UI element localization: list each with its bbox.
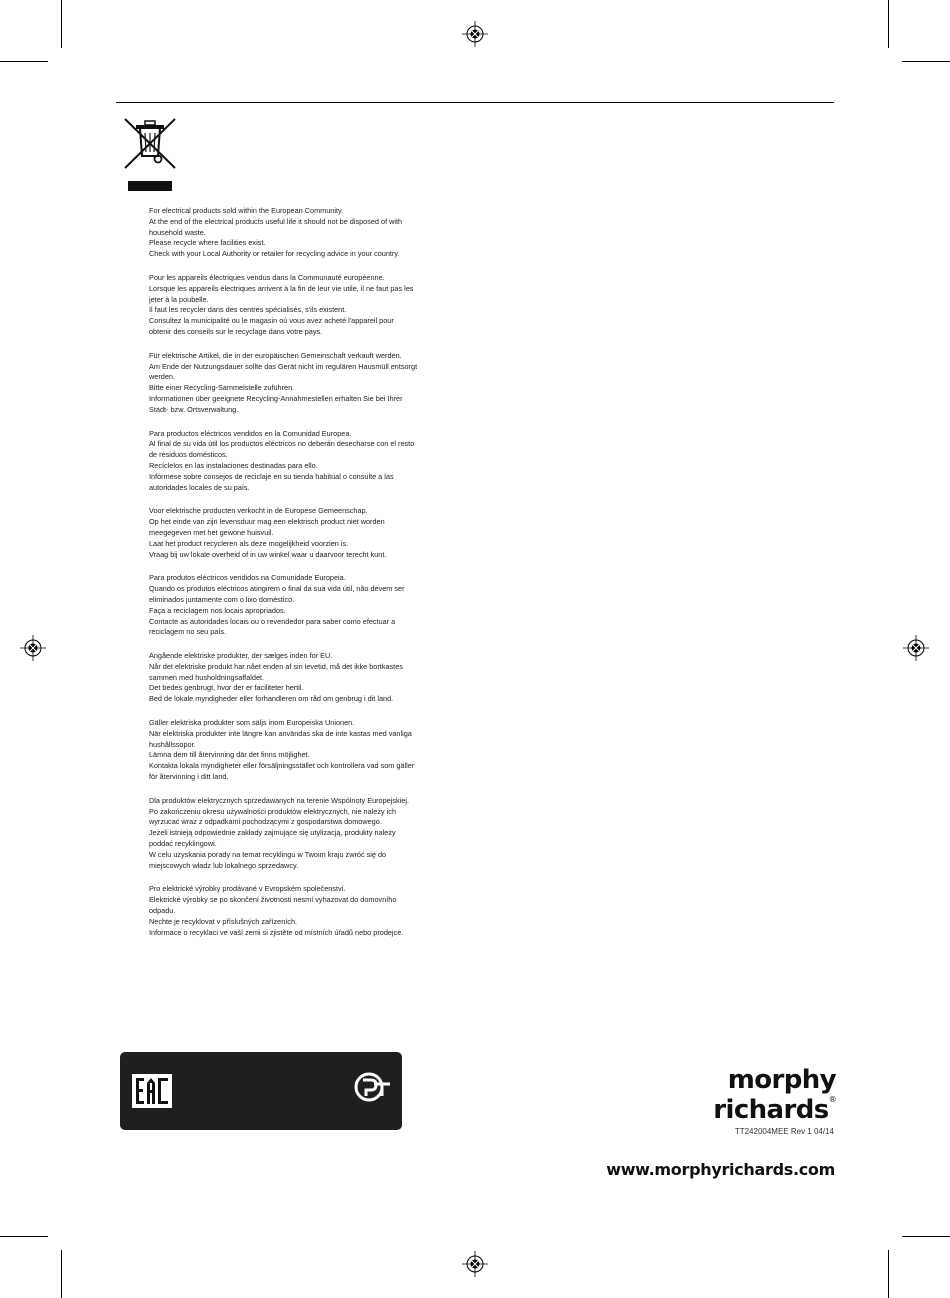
paragraph-line: Para produtos eléctricos vendidos na Comunidade Europeia. xyxy=(149,573,346,583)
recycling-paragraph-pl xyxy=(149,796,449,872)
paragraph-line: For electrical products sold within the European Community. xyxy=(149,206,344,215)
paragraph-line: Det bedes genbrugt, hvor der er faciliteter hertil. xyxy=(149,683,304,693)
paragraph-line: Når det elektriske produkt har nået enden af sin levetid, må det ikke bortkastes xyxy=(149,661,403,671)
crop-mark xyxy=(902,1236,950,1237)
crop-mark xyxy=(61,1250,62,1298)
paragraph-line: meegegeven met het gewone huisvuil. xyxy=(149,527,274,537)
paragraph-line: poddać recyklingowi. xyxy=(149,839,217,849)
paragraph-line: Contacte as autoridades locais ou o revendedor para saber como efectuar a xyxy=(149,616,396,626)
paragraph-line: Stadt- bzw. Ortsverwaltung. xyxy=(149,404,239,414)
brand-logo-text: morphy richards xyxy=(713,1065,836,1125)
paragraph-line: miejscowych władz lub lokalnego sprzedawcy. xyxy=(149,860,299,870)
paragraph-line: de residuos domésticos. xyxy=(149,450,228,460)
recycling-paragraph-cs xyxy=(149,884,449,938)
paragraph-line: Para productos eléctricos vendidos en la Comunidad Europea. xyxy=(149,428,352,438)
paragraph-line: Recíclelos en las instalaciones destinadas para ello. xyxy=(149,460,318,470)
paragraph-line: Lorsque les appareils électriques arrivent à la fin de leur vie utile, il ne faut pas les xyxy=(149,283,414,293)
paragraph-line: Am Ende der Nutzungsdauer sollte das Gerät nicht im regulären Hausmüll entsorgt xyxy=(149,361,418,371)
registration-mark-icon xyxy=(903,635,929,661)
paragraph-line: Nechte je recyklovat v příslušných zařízeních. xyxy=(149,916,298,926)
pct-mark-icon xyxy=(352,1070,392,1104)
paragraph-line: Lämna dem till återvinning där det finns möjlighet. xyxy=(149,750,310,760)
paragraph-line: Pour les appareils électriques vendus dans la Communauté européenne. xyxy=(149,272,385,282)
paragraph-line: När elektriska produkter inte längre kan användas ska de inte kastas med vanliga xyxy=(149,728,412,738)
paragraph-line: Il faut les recycler dans des centres spécialisés, s'ils existent. xyxy=(149,305,347,315)
paragraph-line: werden. xyxy=(149,372,175,382)
certification-panel xyxy=(120,1052,402,1130)
paragraph-line: Dla produktów elektrycznych sprzedawanych na terenie Wspólnoty Europejskiej. xyxy=(149,795,409,805)
paragraph-line: Elektrické výrobky se po skončení životnosti nesmí vyhazovat do domovního xyxy=(149,895,397,905)
crossed-out-wheelie-bin-icon xyxy=(122,118,178,194)
paragraph-line: At the end of the electrical products useful life it should not be disposed of with xyxy=(149,216,403,226)
recycling-paragraph-fr xyxy=(149,273,449,338)
paragraph-line: Po zakończeniu okresu używalności produktów elektrycznych, nie należy ich xyxy=(149,806,397,816)
paragraph-line: Faça a reciclagem nos locais apropriados. xyxy=(149,605,286,615)
crop-mark xyxy=(888,1250,889,1298)
paragraph-line: W celu uzyskania porady na temat recyklingu w Twoim kraju zwróć się do xyxy=(149,849,387,859)
registration-mark-icon xyxy=(462,1251,488,1277)
paragraph-line: Informationen über geeignete Recycling-Annahmestellen erhalten Sie bei Ihrer xyxy=(149,393,403,403)
paragraph-line: Gäller elektriska produkter som säljs inom Europeiska Unionen. xyxy=(149,718,355,728)
paragraph-line: Angående elektriske produkter, der sælges inden for EU. xyxy=(149,651,333,661)
paragraph-line: Infórmese sobre consejos de reciclaje en su tienda habitual o consulte a las xyxy=(149,471,394,481)
registered-mark: ® xyxy=(828,1095,836,1104)
paragraph-line: Laat het product recycleren als deze mogelijkheid voorzien is. xyxy=(149,538,349,548)
paragraph-line: Kontakta lokala myndigheter eller försäljningsstället och kontrollera vad som gäller xyxy=(149,761,415,771)
paragraph-line: Bed de lokale myndigheder eller forhandleren om råd om genbrug i dit land. xyxy=(149,694,394,704)
registration-mark-icon xyxy=(20,635,46,661)
crop-mark xyxy=(902,61,950,62)
crop-mark xyxy=(0,61,48,62)
paragraph-line: eliminados juntamente com o lixo doméstico. xyxy=(149,594,295,604)
paragraph-line: för återvinning i ditt land. xyxy=(149,772,229,782)
header-rule xyxy=(116,102,834,103)
document-reference: TT242004MEE Rev 1 04/14 xyxy=(734,1127,834,1136)
recycling-paragraph-de xyxy=(149,351,449,416)
paragraph-line: Consultez la municipalité ou le magasin où vous avez acheté l'appareil pour xyxy=(149,316,394,326)
paragraph-line: hushållssopor. xyxy=(149,739,196,749)
paragraph-line: Für elektrische Artikel, die in der europäischen Gemeinschaft verkauft werden. xyxy=(149,350,402,360)
paragraph-line: Vraag bij uw lokale overheid of in uw winkel waar u daarvoor terecht kunt. xyxy=(149,549,387,559)
recycling-paragraph-en xyxy=(149,206,449,260)
recycling-notice xyxy=(149,206,449,951)
paragraph-line: autoridades locales de su país. xyxy=(149,482,250,492)
registration-mark-icon xyxy=(462,21,488,47)
paragraph-line: Al final de su vida útil los productos eléctricos no deberán desecharse con el resto xyxy=(149,439,415,449)
paragraph-line: Op het einde van zijn levensduur mag een elektrisch product niet worden xyxy=(149,517,385,527)
paragraph-line: Voor elektrische producten verkocht in de Europese Gemeenschap. xyxy=(149,506,368,516)
paragraph-line: obtenir des conseils sur le recyclage dans votre pays. xyxy=(149,326,323,336)
recycling-paragraph-es xyxy=(149,429,449,494)
paragraph-line: Jeżeli istnieją odpowiednie zakłady zajmujące się utylizacją, produkty należy xyxy=(149,828,396,838)
paragraph-line: Pro elektrické výrobky prodávané v Evropském společenství. xyxy=(149,884,346,894)
crop-mark xyxy=(61,0,62,48)
crop-mark xyxy=(888,0,889,48)
paragraph-line: Check with your Local Authority or retailer for recycling advice in your country. xyxy=(149,249,400,259)
eac-mark-icon xyxy=(132,1074,172,1108)
recycling-paragraph-pt xyxy=(149,573,449,638)
paragraph-line: Bitte einer Recycling-Sammelstelle zuführen. xyxy=(149,383,295,393)
paragraph-line: wyrzucać wraz z odpadkami pochodzącymi z gospodarstwa domowego. xyxy=(149,817,382,827)
paragraph-line: sammen med husholdningsaffaldet. xyxy=(149,672,265,682)
recycling-paragraph-sv xyxy=(149,718,449,783)
recycling-paragraph-da xyxy=(149,651,449,705)
recycling-paragraph-nl xyxy=(149,506,449,560)
brand-logo xyxy=(632,1065,836,1125)
paragraph-line: Informace o recyklaci ve vaší zemi si zjistěte od místních úřadů nebo prodejce. xyxy=(149,927,404,937)
paragraph-line: odpadu. xyxy=(149,906,176,916)
crop-mark xyxy=(0,1236,48,1237)
paragraph-line: reciclagem no seu país. xyxy=(149,627,227,637)
paragraph-line: household waste. xyxy=(149,227,206,237)
website-url: www.morphyrichards.com xyxy=(606,1160,835,1179)
paragraph-line: jeter à la poubelle. xyxy=(149,294,209,304)
paragraph-line: Quando os produtos eléctricos atingirem o final da sua vida útil, não devem ser xyxy=(149,584,405,594)
paragraph-line: Please recycle where facilities exist. xyxy=(149,238,266,248)
